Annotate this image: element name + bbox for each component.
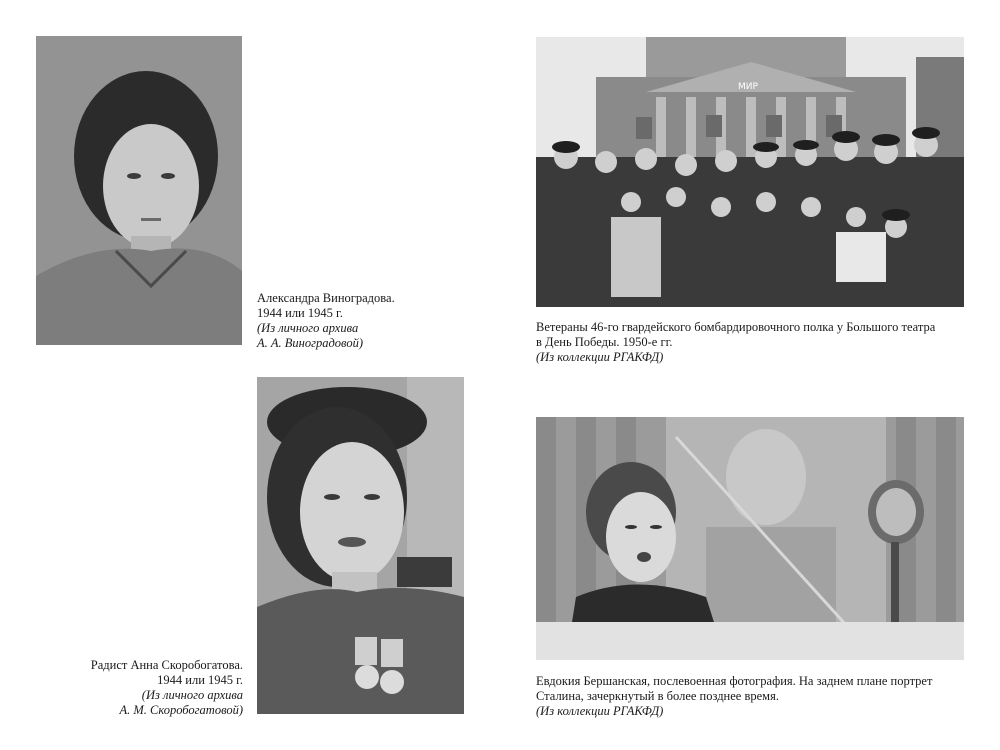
photo-veterans-bolshoi [536,37,964,307]
caption-line: в День Победы. 1950-е гг. [536,335,673,349]
caption-vinogradova [257,291,395,351]
photo-bershanskaya-speech [536,417,964,660]
photo-skorobogatova-portrait [257,377,464,714]
caption-line: 1944 или 1945 г. [257,306,343,320]
photo-vinogradova-portrait [36,36,242,345]
caption-line: Ветераны 46-го гвардейского бомбардировочного полка у Большого театра [536,320,936,334]
caption-line: Александра Виноградова. [257,291,395,305]
caption-line: Евдокия Бершанская, послевоенная фотография. На заднем плане портрет [536,674,933,688]
caption-veterans [536,320,935,365]
caption-skorobogatova [91,658,243,718]
source-line: (Из коллекции РГАКФД) [536,350,664,364]
caption-line: Радист Анна Скоробогатова. [90,658,243,672]
source-line: А. М. Скоробогатовой) [119,703,243,717]
caption-bershanskaya [536,674,932,719]
source-line: А. А. Виноградовой) [257,336,363,350]
building-sign: МИР [738,82,758,92]
source-line: (Из личного архива [257,321,359,335]
source-line: (Из коллекции РГАКФД) [536,704,664,718]
caption-line: 1944 или 1945 г. [157,673,243,687]
caption-line: Сталина, зачеркнутый в более позднее время. [536,689,779,703]
source-line: (Из личного архива [141,688,243,702]
